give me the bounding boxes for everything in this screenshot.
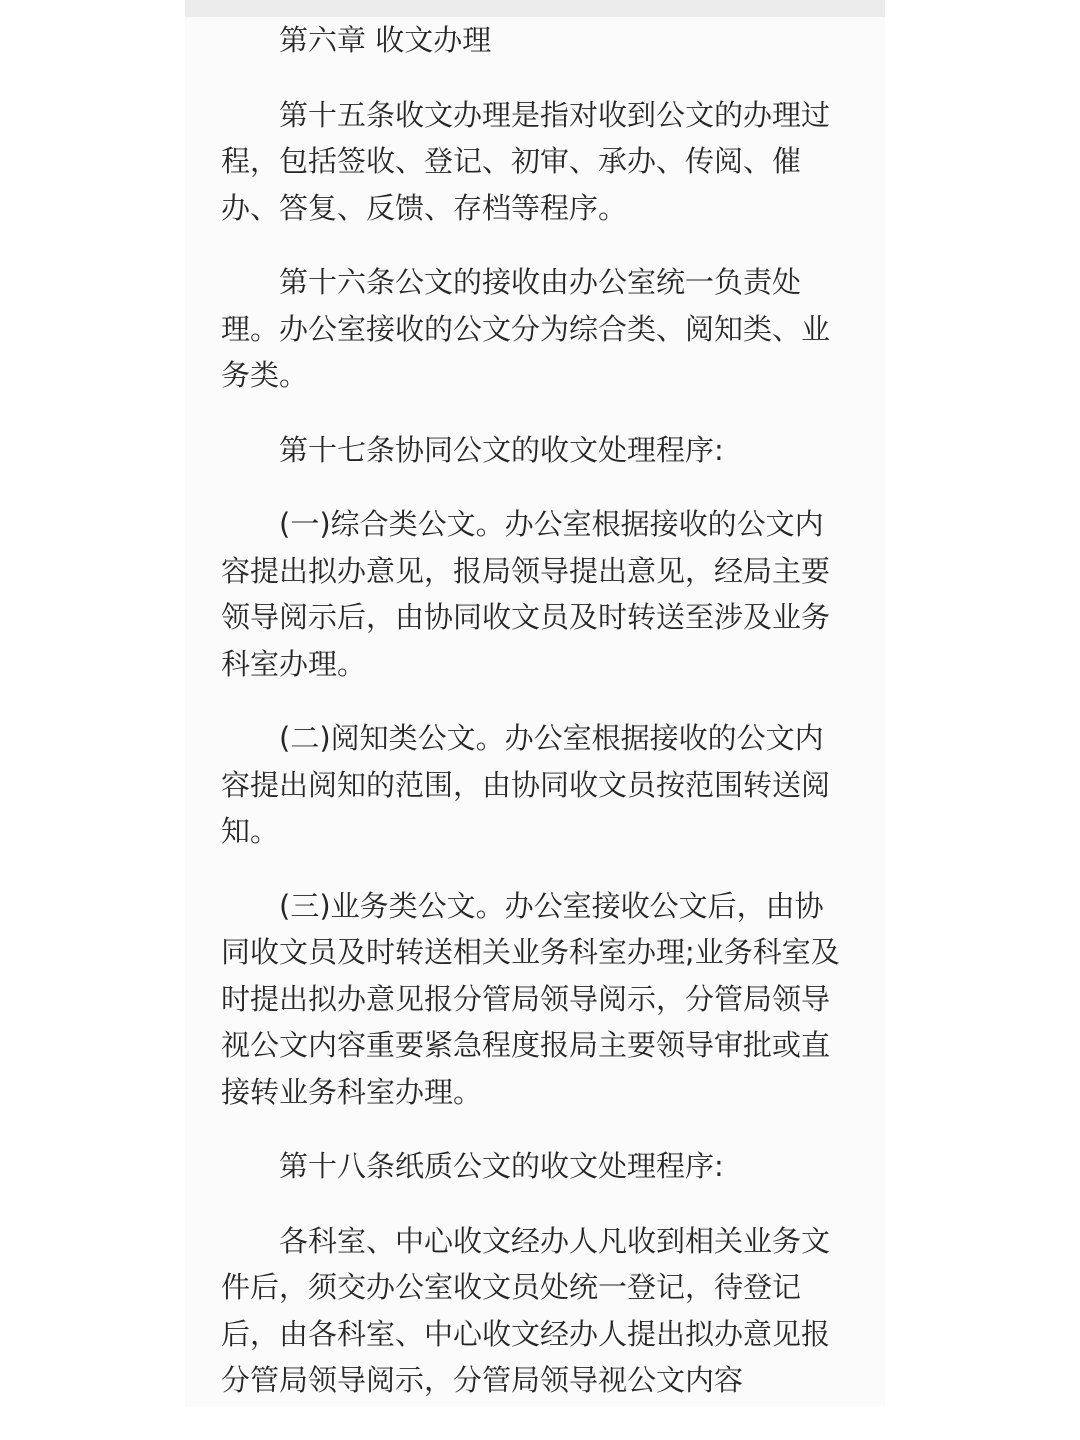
document-page[interactable] bbox=[185, 17, 885, 1407]
top-strip bbox=[185, 0, 885, 17]
article-18-body: 各科室、中心收文经办人凡收到相关业务文件后，须交办公室收文员处统一登记，待登记后，由各科室、中心收文经办人提出拟办意见报分管局领导阅示，分管局领导视公文内容 bbox=[221, 1223, 831, 1397]
bottom-strip bbox=[0, 1407, 1080, 1440]
article-17-item-1: (一)综合类公文。办公室根据接收的公文内容提出拟办意见，报局领导提出意见，经局主要领导阅示后，由协同收文员及时转送至涉及业务科室办理。 bbox=[221, 507, 831, 681]
chapter-title: 第六章 收文办理 bbox=[279, 23, 492, 57]
article-17-item-3: (三)业务类公文。办公室接收公文后，由协同收文员及时转送相关业务科室办理;业务科室及时提出拟办意见报分管局领导阅示，分管局领导视公文内容重要紧急程度报局主要领导审批或直接转业务科室办理。 bbox=[221, 888, 840, 1109]
article-16: 第十六条公文的接收由办公室统一负责处理。办公室接收的公文分为综合类、阅知类、业务类。 bbox=[221, 265, 831, 392]
article-18-heading: 第十八条纸质公文的收文处理程序: bbox=[279, 1149, 724, 1183]
article-17-heading: 第十七条协同公文的收文处理程序: bbox=[279, 432, 724, 467]
article-17-item-2: (二)阅知类公文。办公室根据接收的公文内容提出阅知的范围，由协同收文员按范围转送阅知。 bbox=[221, 721, 831, 848]
article-15: 第十五条收文办理是指对收到公文的办理过程，包括签收、登记、初审、承办、传阅、催办、答复、反馈、存档等程序。 bbox=[221, 97, 831, 225]
document-content bbox=[221, 17, 851, 1407]
